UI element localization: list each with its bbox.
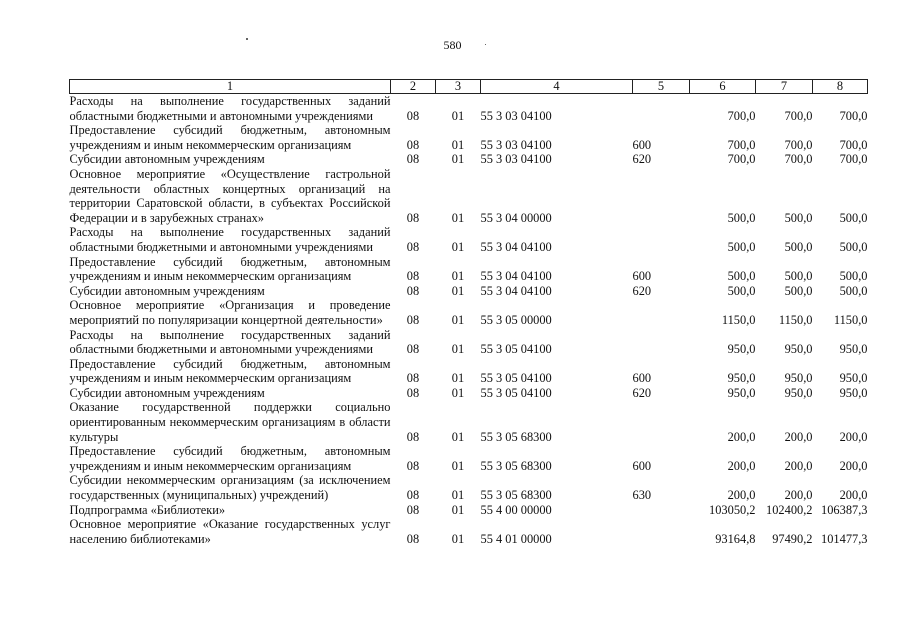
target-article-code: 55 3 04 04100: [480, 269, 552, 284]
amount-col-6: 200,0: [727, 429, 756, 444]
amount-col-6: 950,0: [727, 371, 756, 386]
row-name: Основное мероприятие «Осуществление гастрольной деятельности областных концертных организаций на территории Саратовской области, в субъектах Российской Федерации и в зарубежных странах»: [69, 166, 391, 225]
subsection-code: 01: [451, 458, 465, 473]
row-name: Предоставление субсидий бюджетным, автономным учреждениям и иным некоммерческим организациям: [69, 254, 391, 284]
subsection-code: 01: [451, 108, 465, 123]
target-article-code: 55 3 04 04100: [480, 283, 552, 298]
section-code: 08: [406, 371, 420, 386]
target-article-code: 55 3 05 68300: [480, 488, 552, 503]
column-header-4: 4: [481, 80, 633, 94]
subsection-code: 01: [451, 137, 465, 152]
amount-col-6: 500,0: [727, 283, 756, 298]
table-row: [70, 400, 868, 444]
amount-col-8: 950,0: [839, 385, 868, 400]
expense-type-code: 600: [632, 137, 652, 152]
amount-col-8: 950,0: [839, 371, 868, 386]
amount-col-8: 700,0: [839, 137, 868, 152]
expense-type-code: 600: [632, 371, 652, 386]
amount-col-8: 500,0: [839, 210, 868, 225]
amount-col-8: 950,0: [839, 342, 868, 357]
table-body: [70, 94, 868, 547]
section-code: 08: [406, 531, 420, 546]
target-article-code: 55 3 05 68300: [480, 429, 552, 444]
table-row: [70, 123, 868, 152]
amount-col-7: 200,0: [784, 488, 813, 503]
section-code: 08: [406, 385, 420, 400]
amount-col-8: 200,0: [839, 488, 868, 503]
expense-type-code: [633, 225, 690, 254]
table-row: [70, 357, 868, 386]
amount-col-6: 103050,2: [709, 502, 756, 517]
table-row: [70, 152, 868, 167]
row-name: Предоставление субсидий бюджетным, автономным учреждениям и иным некоммерческим организациям: [69, 123, 391, 152]
table-header: [70, 80, 868, 94]
amount-col-6: 500,0: [727, 239, 756, 254]
target-article-code: 55 3 03 04100: [480, 108, 552, 123]
expense-type-code: [633, 94, 690, 124]
subsection-code: 01: [451, 312, 465, 327]
amount-col-6: 500,0: [727, 210, 756, 225]
amount-col-8: 500,0: [839, 269, 868, 284]
row-name: Предоставление субсидий бюджетным, автономным учреждениям и иным некоммерческим организациям: [69, 444, 391, 473]
amount-col-7: 700,0: [784, 108, 813, 123]
column-header-1: 1: [70, 80, 391, 94]
table-row: [70, 328, 868, 357]
column-header-6: 6: [690, 80, 756, 94]
amount-col-7: 950,0: [784, 371, 813, 386]
expense-type-code: 620: [632, 385, 652, 400]
row-name: Субсидии автономным учреждениям: [69, 152, 265, 167]
amount-col-8: 106387,3: [821, 502, 868, 517]
amount-col-7: 500,0: [784, 210, 813, 225]
table-row: [70, 444, 868, 473]
budget-table: [69, 79, 868, 546]
table-row: [70, 473, 868, 502]
row-name: Предоставление субсидий бюджетным, автономным учреждениям и иным некоммерческим организациям: [69, 356, 391, 386]
section-code: 08: [406, 502, 420, 517]
row-name: Субсидии некоммерческим организациям (за исключением государственных (муниципальных) учреждений): [69, 473, 391, 503]
section-code: 08: [406, 239, 420, 254]
table-row: [70, 298, 868, 327]
expense-type-code: [633, 167, 690, 225]
page-number: 580: [443, 38, 462, 52]
subsection-code: 01: [451, 269, 465, 284]
section-code: 08: [406, 342, 420, 357]
column-header-8: 8: [813, 80, 868, 94]
amount-col-8: 500,0: [839, 239, 868, 254]
target-article-code: 55 3 05 00000: [480, 312, 552, 327]
amount-col-7: 102400,2: [766, 502, 813, 517]
target-article-code: 55 3 05 04100: [480, 385, 552, 400]
table-row: [70, 517, 868, 546]
section-code: 08: [406, 312, 420, 327]
column-header-5: 5: [633, 80, 690, 94]
amount-col-6: 1150,0: [721, 312, 756, 327]
table-row: [70, 284, 868, 299]
amount-col-6: 93164,8: [715, 531, 756, 546]
expense-type-code: [633, 298, 690, 327]
expense-type-code: [633, 328, 690, 357]
expense-type-code: [633, 517, 690, 546]
section-code: 08: [406, 152, 420, 167]
row-name: Оказание государственной поддержки социально ориентированным некоммерческим организациям в области культуры: [69, 400, 391, 444]
header-row: [70, 80, 868, 94]
expense-type-code: [633, 503, 690, 518]
subsection-code: 01: [451, 488, 465, 503]
amount-col-7: 700,0: [784, 152, 813, 167]
row-name: Подпрограмма «Библиотеки»: [69, 502, 226, 517]
table-row: [70, 225, 868, 254]
expense-type-code: 600: [632, 458, 652, 473]
expense-type-code: 620: [632, 152, 652, 167]
section-code: 08: [406, 137, 420, 152]
amount-col-7: 950,0: [784, 385, 813, 400]
amount-col-6: 700,0: [727, 137, 756, 152]
section-code: 08: [406, 210, 420, 225]
subsection-code: 01: [451, 385, 465, 400]
expense-type-code: [633, 400, 690, 444]
amount-col-7: 950,0: [784, 342, 813, 357]
amount-col-7: 97490,2: [772, 531, 813, 546]
amount-col-8: 500,0: [839, 283, 868, 298]
section-code: 08: [406, 269, 420, 284]
table-row: [70, 255, 868, 284]
amount-col-7: 500,0: [784, 239, 813, 254]
row-name: Расходы на выполнение государственных заданий областными бюджетными и автономными учреждениями: [69, 225, 391, 254]
row-name: Расходы на выполнение государственных заданий областными бюджетными и автономными учреждениями: [69, 327, 391, 357]
amount-col-6: 950,0: [727, 385, 756, 400]
subsection-code: 01: [451, 429, 465, 444]
target-article-code: 55 3 05 04100: [480, 371, 552, 386]
scan-speck: [246, 38, 248, 40]
amount-col-8: 700,0: [839, 108, 868, 123]
amount-col-6: 200,0: [727, 488, 756, 503]
target-article-code: 55 4 01 00000: [480, 531, 552, 546]
section-code: 08: [406, 283, 420, 298]
amount-col-6: 950,0: [727, 342, 756, 357]
section-code: 08: [406, 458, 420, 473]
column-header-3: 3: [436, 80, 481, 94]
target-article-code: 55 3 05 68300: [480, 458, 552, 473]
row-name: Основное мероприятие «Оказание государственных услуг населению библиотеками»: [69, 517, 391, 546]
amount-col-6: 700,0: [727, 152, 756, 167]
target-article-code: 55 3 03 04100: [480, 137, 552, 152]
target-article-code: 55 3 04 04100: [480, 239, 552, 254]
expense-type-code: 630: [632, 488, 652, 503]
subsection-code: 01: [451, 531, 465, 546]
subsection-code: 01: [451, 342, 465, 357]
section-code: 08: [406, 488, 420, 503]
section-code: 08: [406, 429, 420, 444]
column-header-2: 2: [391, 80, 436, 94]
expense-type-code: 600: [632, 269, 652, 284]
amount-col-8: 1150,0: [833, 312, 868, 327]
amount-col-6: 500,0: [727, 269, 756, 284]
row-name: Основное мероприятие «Организация и проведение мероприятий по популяризации концертной деятельности»: [69, 298, 391, 327]
target-article-code: 55 3 05 04100: [480, 342, 552, 357]
row-name: Субсидии автономным учреждениям: [69, 283, 265, 298]
target-article-code: 55 3 04 00000: [480, 210, 552, 225]
table-row: [70, 167, 868, 225]
target-article-code: 55 3 03 04100: [480, 152, 552, 167]
amount-col-8: 700,0: [839, 152, 868, 167]
table-row: [70, 503, 868, 518]
scan-speck: [485, 44, 486, 45]
amount-col-6: 700,0: [727, 108, 756, 123]
amount-col-7: 500,0: [784, 269, 813, 284]
row-name: Субсидии автономным учреждениям: [69, 385, 265, 400]
subsection-code: 01: [451, 210, 465, 225]
section-code: 08: [406, 108, 420, 123]
subsection-code: 01: [451, 283, 465, 298]
subsection-code: 01: [451, 239, 465, 254]
row-name: Расходы на выполнение государственных заданий областными бюджетными и автономными учреждениями: [69, 94, 391, 123]
table-row: [70, 386, 868, 401]
target-article-code: 55 4 00 00000: [480, 502, 552, 517]
column-header-7: 7: [756, 80, 813, 94]
subsection-code: 01: [451, 502, 465, 517]
amount-col-8: 101477,3: [821, 531, 868, 546]
amount-col-7: 700,0: [784, 137, 813, 152]
expense-type-code: 620: [632, 283, 652, 298]
amount-col-6: 200,0: [727, 458, 756, 473]
amount-col-7: 200,0: [784, 429, 813, 444]
amount-col-7: 200,0: [784, 458, 813, 473]
table-row: [70, 94, 868, 124]
amount-col-7: 1150,0: [778, 312, 813, 327]
subsection-code: 01: [451, 152, 465, 167]
subsection-code: 01: [451, 371, 465, 386]
amount-col-7: 500,0: [784, 283, 813, 298]
amount-col-8: 200,0: [839, 429, 868, 444]
amount-col-8: 200,0: [839, 458, 868, 473]
